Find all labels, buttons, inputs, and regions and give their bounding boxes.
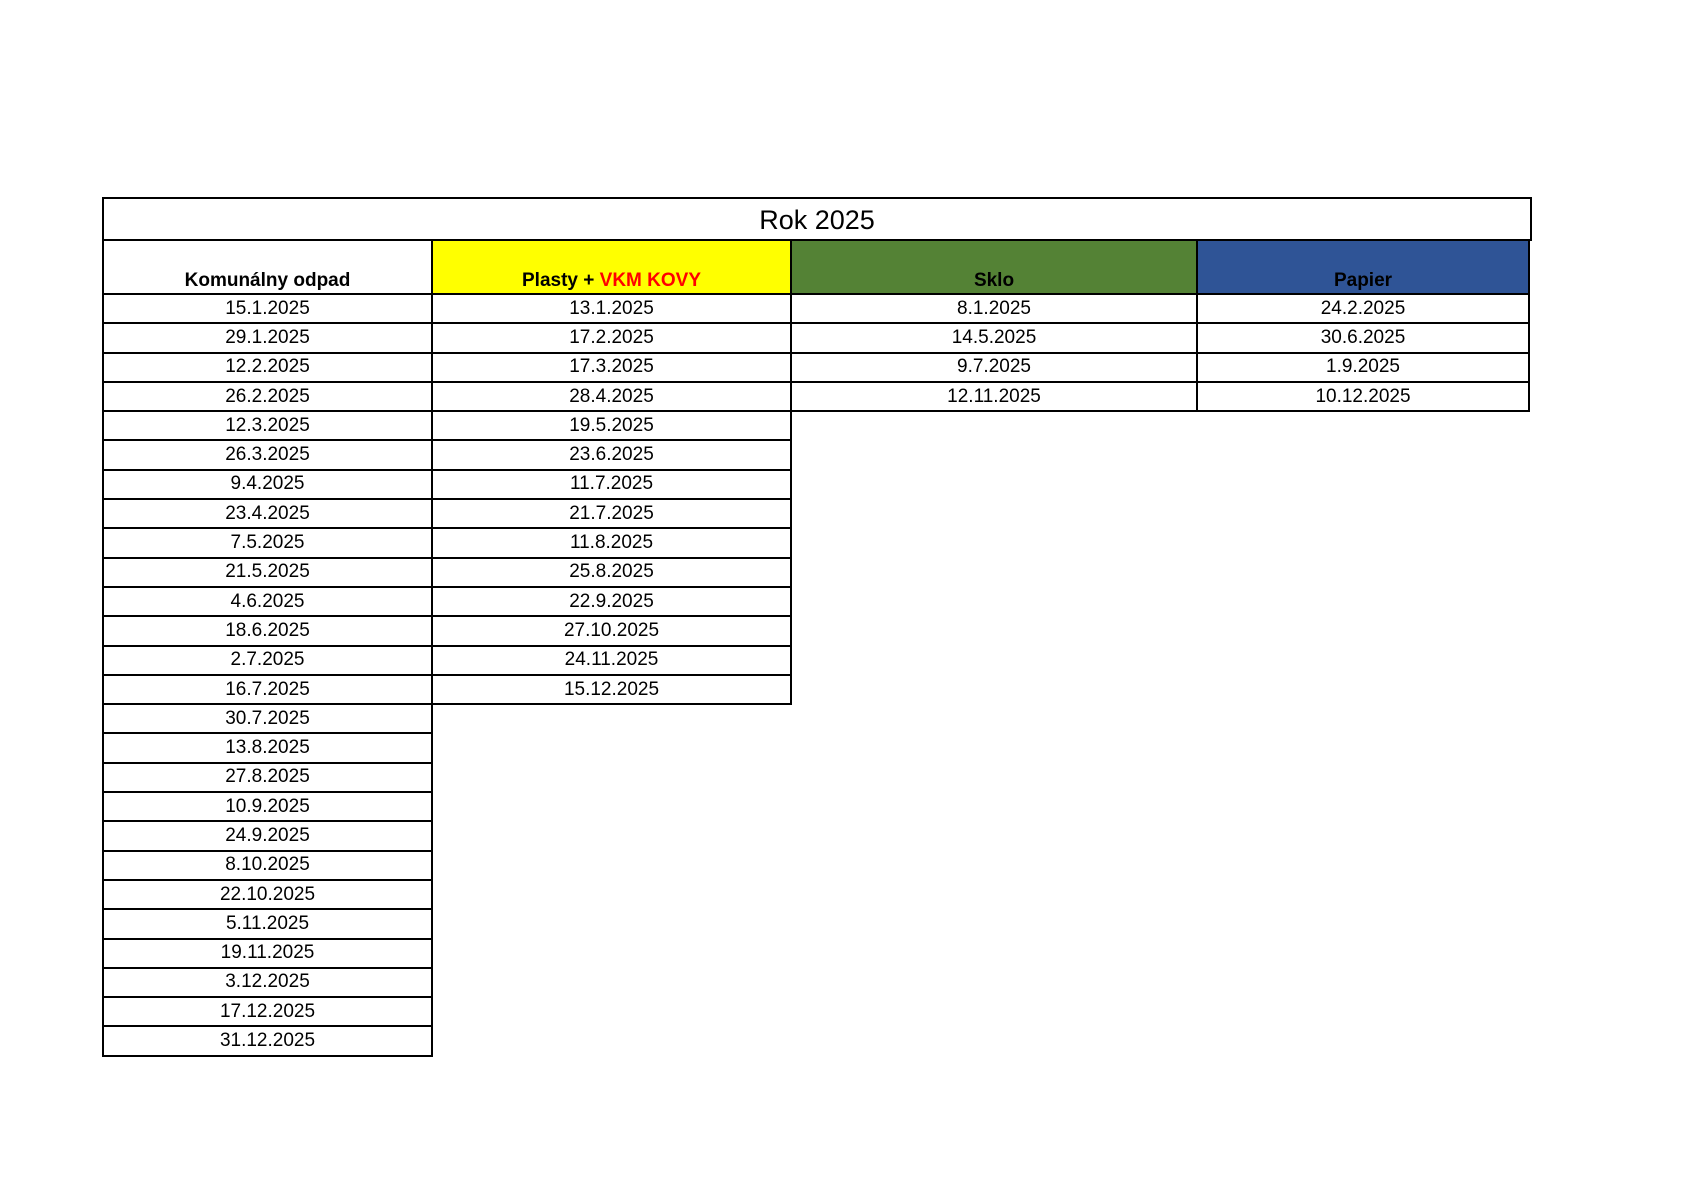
plasty-date-cell: 11.7.2025 [433, 471, 792, 500]
header-plasty-label [522, 270, 701, 292]
komunalny-date-cell: 17.12.2025 [102, 998, 433, 1027]
komunalny-date-cell: 26.2.2025 [102, 383, 433, 412]
header-papier-label: Papier [1333, 270, 1393, 291]
komunalny-date-cell: 7.5.2025 [102, 529, 433, 558]
header-plasty-prefix: Plasty + [522, 270, 600, 291]
column-sklo [792, 295, 1198, 412]
plasty-date-cell: 17.3.2025 [433, 354, 792, 383]
sklo-date-cell: 14.5.2025 [792, 324, 1198, 353]
komunalny-date-cell: 24.9.2025 [102, 822, 433, 851]
komunalny-date-cell: 10.9.2025 [102, 793, 433, 822]
plasty-date-cell: 21.7.2025 [433, 500, 792, 529]
komunalny-date-cell: 16.7.2025 [102, 676, 433, 705]
plasty-date-cell: 23.6.2025 [433, 441, 792, 470]
komunalny-date-cell: 4.6.2025 [102, 588, 433, 617]
plasty-date-cell: 17.2.2025 [433, 324, 792, 353]
header-plasty [433, 239, 792, 295]
header-papier [1198, 239, 1530, 295]
sklo-date-cell: 8.1.2025 [792, 295, 1198, 324]
komunalny-date-cell: 8.10.2025 [102, 852, 433, 881]
sklo-date-cell: 12.11.2025 [792, 383, 1198, 412]
plasty-date-cell: 13.1.2025 [433, 295, 792, 324]
komunalny-date-cell: 9.4.2025 [102, 471, 433, 500]
komunalny-date-cell: 23.4.2025 [102, 500, 433, 529]
plasty-date-cell: 15.12.2025 [433, 676, 792, 705]
header-komunalny-label: Komunálny odpad [184, 270, 351, 291]
komunalny-date-cell: 5.11.2025 [102, 910, 433, 939]
komunalny-date-cell: 26.3.2025 [102, 441, 433, 470]
header-sklo [792, 239, 1198, 295]
komunalny-date-cell: 12.2.2025 [102, 354, 433, 383]
table-title: Rok 2025 [102, 197, 1532, 241]
plasty-date-cell: 27.10.2025 [433, 617, 792, 646]
plasty-date-cell: 11.8.2025 [433, 529, 792, 558]
papier-date-cell: 10.12.2025 [1198, 383, 1530, 412]
komunalny-date-cell: 30.7.2025 [102, 705, 433, 734]
header-plasty-vkm-kovy: VKM KOVY [599, 270, 701, 291]
plasty-date-cell: 24.11.2025 [433, 647, 792, 676]
plasty-date-cell: 19.5.2025 [433, 412, 792, 441]
komunalny-date-cell: 2.7.2025 [102, 647, 433, 676]
komunalny-date-cell: 31.12.2025 [102, 1027, 433, 1056]
komunalny-date-cell: 12.3.2025 [102, 412, 433, 441]
komunalny-date-cell: 29.1.2025 [102, 324, 433, 353]
komunalny-date-cell: 21.5.2025 [102, 559, 433, 588]
plasty-date-cell: 22.9.2025 [433, 588, 792, 617]
komunalny-date-cell: 15.1.2025 [102, 295, 433, 324]
papier-date-cell: 1.9.2025 [1198, 354, 1530, 383]
komunalny-date-cell: 27.8.2025 [102, 764, 433, 793]
papier-date-cell: 24.2.2025 [1198, 295, 1530, 324]
plasty-date-cell: 28.4.2025 [433, 383, 792, 412]
column-komunalny [102, 295, 433, 1057]
header-komunalny-odpad [102, 239, 433, 295]
sklo-date-cell: 9.7.2025 [792, 354, 1198, 383]
column-plasty [433, 295, 792, 705]
komunalny-date-cell: 22.10.2025 [102, 881, 433, 910]
komunalny-date-cell: 13.8.2025 [102, 734, 433, 763]
komunalny-date-cell: 18.6.2025 [102, 617, 433, 646]
komunalny-date-cell: 19.11.2025 [102, 940, 433, 969]
papier-date-cell: 30.6.2025 [1198, 324, 1530, 353]
header-sklo-label: Sklo [973, 270, 1015, 291]
komunalny-date-cell: 3.12.2025 [102, 969, 433, 998]
plasty-date-cell: 25.8.2025 [433, 559, 792, 588]
column-papier [1198, 295, 1530, 412]
